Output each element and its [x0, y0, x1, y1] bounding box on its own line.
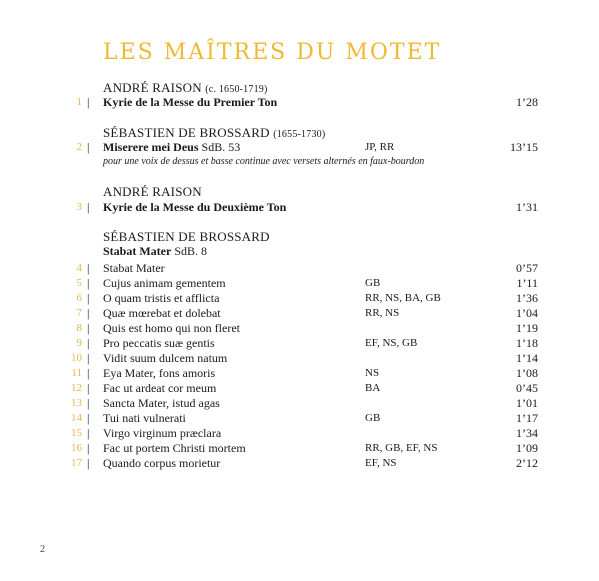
- track-duration: 1’18: [516, 336, 538, 350]
- track-row: [0, 410, 599, 426]
- separator: |: [87, 456, 90, 470]
- track-number: 9: [76, 337, 82, 349]
- track-duration: 1’04: [516, 306, 538, 320]
- track-row: [0, 335, 599, 351]
- track-number: 11: [71, 367, 82, 379]
- separator: |: [87, 306, 90, 320]
- track-title: Tui nati vulnerati: [103, 411, 186, 425]
- separator: |: [87, 321, 90, 335]
- work-heading: [103, 244, 207, 259]
- track-performers: JP, RR: [365, 141, 395, 153]
- track-row: [0, 440, 599, 456]
- composer-name: SÉBASTIEN DE BROSSARD: [103, 229, 270, 244]
- track-title: Kyrie de la Messe du Deuxième Ton: [103, 200, 287, 214]
- page-title: LES MAÎTRES DU MOTET: [103, 40, 442, 65]
- track-row: [0, 199, 599, 215]
- track-title: Quis est homo qui non fleret: [103, 321, 240, 335]
- composer-name: ANDRÉ RAISON: [103, 80, 202, 95]
- track-performers: BA: [365, 382, 381, 394]
- track-note: pour une voix de dessus et basse continue avec versets alternés en faux-bourdon: [103, 156, 425, 167]
- track-row: [0, 260, 599, 276]
- separator: |: [87, 276, 90, 290]
- track-duration: 1’01: [516, 396, 538, 410]
- separator: |: [87, 140, 90, 154]
- track-duration: 1’11: [516, 276, 538, 290]
- track-number: 8: [76, 322, 82, 334]
- track-number: 5: [76, 277, 82, 289]
- track-number: 13: [71, 397, 82, 409]
- track-duration: 1’34: [516, 426, 538, 440]
- track-title: Fac ut ardeat cor meum: [103, 381, 217, 395]
- separator: |: [87, 366, 90, 380]
- track-row: [0, 425, 599, 441]
- separator: |: [87, 351, 90, 365]
- track-title-wrap: [103, 139, 240, 155]
- track-row: [0, 455, 599, 471]
- track-duration: 1’19: [516, 321, 538, 335]
- track-number: 3: [76, 201, 82, 213]
- track-duration: 0’57: [516, 261, 538, 275]
- separator: |: [87, 426, 90, 440]
- track-performers: RR, NS, BA, GB: [365, 292, 441, 304]
- separator: |: [87, 381, 90, 395]
- track-title: Quando corpus morietur: [103, 456, 221, 470]
- track-row: [0, 139, 599, 155]
- track-row: [0, 275, 599, 291]
- separator: |: [87, 200, 90, 214]
- composer-dates: (1655-1730): [273, 129, 326, 140]
- track-number: 10: [71, 352, 82, 364]
- track-row: [0, 290, 599, 306]
- track-number: 2: [76, 141, 82, 153]
- track-title: Kyrie de la Messe du Premier Ton: [103, 95, 278, 109]
- composer-dates: (c. 1650-1719): [205, 84, 268, 95]
- track-number: 17: [71, 457, 82, 469]
- track-row: [0, 320, 599, 336]
- separator: |: [87, 261, 90, 275]
- track-duration: 1’09: [516, 441, 538, 455]
- track-title: Sancta Mater, istud agas: [103, 396, 220, 410]
- track-title: Stabat Mater: [103, 261, 165, 275]
- track-performers: EF, NS, GB: [365, 337, 418, 349]
- track-number: 6: [76, 292, 82, 304]
- track-title: Miserere mei Deus: [103, 140, 199, 154]
- track-row: [0, 305, 599, 321]
- track-number: 16: [71, 442, 82, 454]
- track-catalog: SdB. 53: [198, 140, 241, 154]
- composer-name: ANDRÉ RAISON: [103, 184, 202, 199]
- track-title: Quæ mœrebat et dolebat: [103, 306, 221, 320]
- track-row: [0, 365, 599, 381]
- track-performers: RR, NS: [365, 307, 400, 319]
- track-number: 7: [76, 307, 82, 319]
- track-title: Virgo virginum præclara: [103, 426, 222, 440]
- track-title: O quam tristis et afflicta: [103, 291, 220, 305]
- track-number: 15: [71, 427, 82, 439]
- track-title: Eya Mater, fons amoris: [103, 366, 216, 380]
- composer-heading: [103, 229, 270, 245]
- composer-heading: [103, 184, 202, 200]
- track-number: 1: [76, 96, 82, 108]
- track-title: Pro peccatis suæ gentis: [103, 336, 215, 350]
- track-row: [0, 350, 599, 366]
- page-number: 2: [40, 544, 45, 555]
- separator: |: [87, 396, 90, 410]
- track-row: [0, 395, 599, 411]
- separator: |: [87, 441, 90, 455]
- work-catalog: SdB. 8: [171, 244, 208, 258]
- track-duration: 13’15: [510, 140, 538, 154]
- composer-name: SÉBASTIEN DE BROSSARD: [103, 125, 270, 140]
- track-number: 4: [76, 262, 82, 274]
- track-number: 12: [71, 382, 82, 394]
- track-duration: 1’17: [516, 411, 538, 425]
- separator: |: [87, 95, 90, 109]
- separator: |: [87, 291, 90, 305]
- separator: |: [87, 336, 90, 350]
- track-duration: 1’14: [516, 351, 538, 365]
- track-performers: NS: [365, 367, 380, 379]
- track-performers: EF, NS: [365, 457, 397, 469]
- track-duration: 0’45: [516, 381, 538, 395]
- track-row: [0, 380, 599, 396]
- track-title: Fac ut portem Christi mortem: [103, 441, 246, 455]
- track-number: 14: [71, 412, 82, 424]
- track-performers: GB: [365, 412, 381, 424]
- track-duration: 1’36: [516, 291, 538, 305]
- track-duration: 2’12: [516, 456, 538, 470]
- track-duration: 1’08: [516, 366, 538, 380]
- track-duration: 1’31: [516, 200, 538, 214]
- work-title: Stabat Mater: [103, 244, 172, 258]
- track-title: Vidit suum dulcem natum: [103, 351, 228, 365]
- track-performers: RR, GB, EF, NS: [365, 442, 438, 454]
- track-title: Cujus animam gementem: [103, 276, 226, 290]
- track-performers: GB: [365, 277, 381, 289]
- track-duration: 1’28: [516, 95, 538, 109]
- separator: |: [87, 411, 90, 425]
- track-row: [0, 94, 599, 110]
